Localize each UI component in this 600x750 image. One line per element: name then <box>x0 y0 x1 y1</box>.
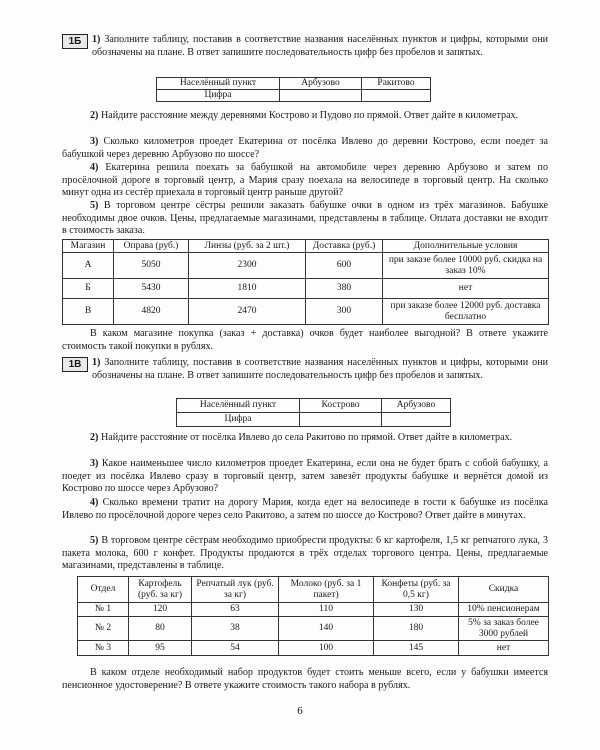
q5-text: В торговом центре сёстры решили заказать бабушке очки в одном из трёх магазинов. Бабушке необходимы двое очков. Цены, предлагаемые магазинами, представлены в таблице. Оплата доставки не входит в стоимость заказа. <box>62 200 548 236</box>
section-v-q5-question: В каком отделе необходимый набор продуктов будет стоить меньше всего, если у бабушки имеется пенсионное удостоверение? В ответе укажите стоимость такого набора в рублях. <box>62 667 548 691</box>
q4-text: Екатерина решила поехать за бабушкой на автомобиле через деревню Арбузово и затем по просёлочной дороге в торговый центр, а Мария сразу поехала на велосипеде в торговый центр. На сколько минут одна из сестёр приехала в торговый центр раньше другой? <box>62 162 548 198</box>
table-cell: 38 <box>192 617 279 641</box>
glasses-price-table <box>62 239 549 325</box>
table-cell: В <box>63 299 114 325</box>
table-header: Доставка (руб.) <box>306 240 383 253</box>
table-cell: 600 <box>306 253 383 279</box>
table-header: Магазин <box>63 240 114 253</box>
section-v-q3 <box>62 458 548 496</box>
table-cell: 95 <box>129 641 192 656</box>
table-header: Репчатый лук (руб. за кг) <box>192 577 279 603</box>
table-cell: 140 <box>279 617 374 641</box>
table-header: Молоко (руб. за 1 пакет) <box>279 577 374 603</box>
table-cell: Населённый пункт <box>157 78 280 90</box>
table-cell: нет <box>383 279 549 299</box>
table-cell: 4820 <box>114 299 189 325</box>
table-header: Дополнительные условия <box>383 240 549 253</box>
table-cell: А <box>63 253 114 279</box>
table-cell: № 2 <box>78 617 129 641</box>
table-cell: Цифра <box>157 90 280 102</box>
section-b-q3 <box>62 136 548 161</box>
table-cell: 300 <box>306 299 383 325</box>
table-cell <box>300 413 382 427</box>
page-number: 6 <box>297 705 303 717</box>
table-cell: при заказе более 12000 руб. доставка бесплатно <box>383 299 549 325</box>
table-header: Скидка <box>459 577 549 603</box>
table-cell: 145 <box>374 641 459 656</box>
table-header: Картофель (руб. за кг) <box>129 577 192 603</box>
table-cell: 100 <box>279 641 374 656</box>
q4-number: 4) <box>90 162 99 173</box>
task-tag-1v: 1В <box>62 357 88 372</box>
table-cell: Ракитово <box>362 78 431 90</box>
settlement-table-b <box>156 77 431 102</box>
section-b-q5 <box>62 200 548 238</box>
q3-number: 3) <box>90 458 99 469</box>
table-cell: 5% за заказ более 3000 рублей <box>459 617 549 641</box>
q5-text: В торговом центре сёстрам необходимо приобрести продукты: 6 кг картофеля, 1,5 кг репчатого лука, 3 пакета молока, 600 г конфет. Продукты продаются в трёх отделах торгового центра. Цены, предлагаемые магазинами, представлены в таблице. <box>62 535 548 571</box>
section-v-q2 <box>62 432 548 445</box>
table-header: Оправа (руб.) <box>114 240 189 253</box>
table-header: Конфеты (руб. за 0,5 кг) <box>374 577 459 603</box>
table-cell: 63 <box>192 603 279 617</box>
section-v-q5 <box>62 535 548 573</box>
table-row <box>63 299 549 325</box>
q4-text: Сколько времени тратит на дорогу Мария, когда едет на велосипеде в гости к бабушке из посёлка Ивлево по просёлочной дороге через село Ракитово, а затем по шоссе до Кострово? Ответ дайте в минутах. <box>62 497 548 521</box>
table-cell: № 1 <box>78 603 129 617</box>
table-cell: 5430 <box>114 279 189 299</box>
table-row <box>78 603 549 617</box>
q2-number: 2) <box>90 110 99 121</box>
table-cell: 5050 <box>114 253 189 279</box>
section-b-q4 <box>62 162 548 200</box>
q2-text: Найдите расстояние от посёлка Ивлево до села Ракитово по прямой. Ответ дайте в километрах. <box>100 432 513 443</box>
table-cell: 1810 <box>189 279 306 299</box>
q1-text: Заполните таблицу, поставив в соответствие названия населённых пунктов и цифры, которыми они обозначены на плане. В ответ запишите последовательность цифр без пробелов и запятых. <box>92 357 548 381</box>
q1-text: Заполните таблицу, поставив в соответствие названия населённых пунктов и цифры, которыми они обозначены на плане. В ответ запишите последовательность цифр без пробелов и запятых. <box>92 34 548 58</box>
q5-number: 5) <box>90 535 99 546</box>
table-cell: № 3 <box>78 641 129 656</box>
section-b-q2 <box>62 110 548 123</box>
table-cell <box>280 90 362 102</box>
table-row <box>63 279 549 299</box>
table-cell: Кострово <box>300 399 382 413</box>
table-header: Линзы (руб. за 2 шт.) <box>189 240 306 253</box>
table-cell: Арбузово <box>382 399 451 413</box>
table-cell: 180 <box>374 617 459 641</box>
section-b-q1 <box>62 34 548 59</box>
table-cell: 54 <box>192 641 279 656</box>
section-v-q4 <box>62 497 548 522</box>
table-cell: 130 <box>374 603 459 617</box>
table-row <box>78 617 549 641</box>
task-tag-1b: 1Б <box>62 34 88 49</box>
q1-number: 1) <box>92 357 101 368</box>
table-cell: 80 <box>129 617 192 641</box>
table-cell <box>362 90 431 102</box>
settlement-table-v <box>176 398 451 427</box>
table-cell: 110 <box>279 603 374 617</box>
q2-text: Найдите расстояние между деревнями Кострово и Пудово по прямой. Ответ дайте в километрах. <box>100 110 519 121</box>
q3-number: 3) <box>90 136 99 147</box>
table-row <box>63 253 549 279</box>
section-b-q5-question: В каком магазине покупка (заказ + доставка) очков будет наиболее выгодной? В ответе укажите стоимость такой покупки в рублях. <box>62 328 548 352</box>
table-cell: 10% пенсионерам <box>459 603 549 617</box>
grocery-price-table <box>77 576 549 656</box>
table-cell: Б <box>63 279 114 299</box>
section-v-q1 <box>62 357 548 382</box>
table-cell: 2300 <box>189 253 306 279</box>
q5-number: 5) <box>90 200 99 211</box>
q1-number: 1) <box>92 34 101 45</box>
q3-text: Сколько километров проедет Екатерина от посёлка Ивлево до деревни Кострово, если поедет за бабушкой через деревню Арбузово по шоссе? <box>62 136 548 160</box>
q4-number: 4) <box>90 497 99 508</box>
table-cell: Населённый пункт <box>177 399 300 413</box>
table-cell <box>382 413 451 427</box>
table-cell: 380 <box>306 279 383 299</box>
table-cell: Арбузово <box>280 78 362 90</box>
q3-text: Какое наименьшее число километров проедет Екатерина, если она не будет брать с собой бабушку, а поедет из посёлка Ивлево сразу в торговый центр, затем завезёт продукты бабушке и вернётся домой из Кострово по шоссе через Арбузово? <box>62 458 548 494</box>
q2-number: 2) <box>90 432 99 443</box>
table-cell: Цифра <box>177 413 300 427</box>
table-cell: при заказе более 10000 руб. скидка на заказ 10% <box>383 253 549 279</box>
table-cell: 120 <box>129 603 192 617</box>
table-header: Отдел <box>78 577 129 603</box>
table-cell: нет <box>459 641 549 656</box>
table-row <box>78 641 549 656</box>
table-cell: 2470 <box>189 299 306 325</box>
